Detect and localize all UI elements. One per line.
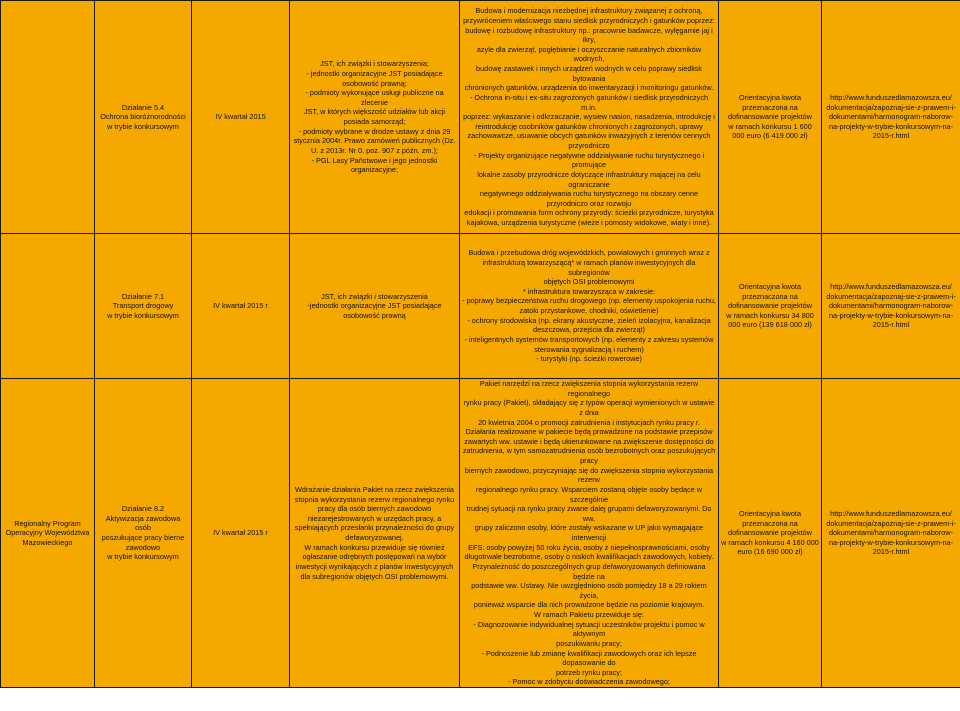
table-row [1, 1, 960, 234]
document-link[interactable]: http://www.funduszedlamazowsza.eu/ dokumentacja/zapoznaj-sie-z-prawem-i- dokumentami/harmonogram-naborow- na-projekty-w-trybie-konkursowym-na- 2015-r.html [826, 508, 956, 557]
quarter-cell: IV kwartał 2015 [192, 1, 290, 234]
amount-cell: Orientacyjna kwota przeznaczona na dofinansowanie projektów w ramach konkursu 1 600 000 euro (6 419 000 zł) [719, 1, 822, 234]
document-link[interactable]: http://www.funduszedlamazowsza.eu/ dokumentacja/zapoznaj-sie-z-prawem-i- dokumentami/harmonogram-naborow- na-projekty-w-trybie-konkursowym-na- 2015-r.html [826, 281, 956, 330]
program-cell [1, 1, 95, 234]
measure-cell: Działanie 5.4 Ochrona bioróżnorodności w trybie konkursowym [95, 1, 192, 234]
program-cell [1, 234, 95, 379]
beneficiaries-cell: Wdrażanie działania Pakiet na rzecz zwiększenia stopnia wykorzystania rezerw regionalnego rynku pracy dla osób biernych zawodowo niezarejestrowanych w urzędach pracy, a spełniających przesłanki przynależności do grupy defaworyzowanej. W ramach konkursu przewiduje się również ogłaszanie odrębnych postępowań na wybór inwestycji wynikających z planów inwestycyjnych dla subregionów objętych OSI problemowymi. [290, 379, 460, 688]
quarter-cell: IV kwartał 2015 r [192, 379, 290, 688]
table-row [1, 379, 960, 688]
document-link[interactable]: http://www.funduszedlamazowsza.eu/ dokumentacja/zapoznaj-sie-z-prawem-i- dokumentami/harmonogram-naborow- na-projekty-w-trybie-konkursowym-na- 2015-r.html [826, 92, 956, 141]
link-cell[interactable] [822, 1, 960, 234]
description-cell: Pakiet narzędzi na rzecz zwiększenia stopnia wykorzystania rezerw regionalnego rynku pracy (Pakiet), składający się z typów operacji wymienionych w ustawie z dnia 20 kwietnia 2004 o promocji zatrudnienia i instytucjach rynku pracy r. Działania realizowane w pakiecie będą prowadzone na podstawie przepisów zawartych ww. ustawie i będą ukierunkowane na zwiększenie dostępności do zatrudnienia, w tym samozatrudnienia osób bezrobotnych oraz poszukujących pracy biernych zawodowo, przyczyniając się do zwiększenia stopnia wykorzystania rezerw regionalnego rynku pracy. Wsparciem zostaną objęte osoby będące w szczególnie trudnej sytuacji na rynku pracy zwane dalej grupami defaworyzowanymi. Do ww. grupy zaliczono osoby, które zostały wskazane w UP jako wymagające interwencji EFS: osoby powyżej 50 roku życia, osoby z niepełnosprawnościami, osoby długotrwale bezrobotne, osoby o niskich kwalifikacjach zawodowych, kobiety. Przynależność do poszczególnych grup defaworyzowanych definiowana będzie na podstawie ww. Ustawy. Nie uwzględniono osób pomiędzy 18 a 29 rokiem życia, ponieważ wsparcie dla nich prowadzone będzie na poziomie krajowym. W ramach Pakietu przewiduje się: - Diagnozowanie indywidualnej sytuacji uczestników projektu i pomoc w aktywnym poszukiwaniu pracy; - Podnoszenie lub zmianę kwalifikacji zawodowych oraz ich lepsze dopasowanie do potrzeb rynku pracy; - Pomoc w zdobyciu doświadczenia zawodowego; [460, 379, 719, 688]
program-cell: Regionalny Program Operacyjny Województwa Mazowieckiego [1, 379, 95, 688]
table-row [1, 234, 960, 379]
link-cell[interactable] [822, 234, 960, 379]
amount-cell: Orientacyjna kwota przeznaczona na dofinansowanie projektów w ramach konkursu 34 800 000 euro (139 618 000 zł) [719, 234, 822, 379]
measure-cell: Działanie 8.2 Aktywizacja zawodowa osób poszukujące pracy bierne zawodowo w trybie konkursowym [95, 379, 192, 688]
description-cell: Budowa i modernizacja niezbędnej infrastruktury związanej z ochroną, przywróceniem właściwego stanu siedlisk przyrodniczych i gatunków poprzez: budowę i rozbudowę infrastruktury np.: pracownie badawcze, wylęgarnie jaj i ikry, azyle dla zwierząt, pogłębianie i oczyszczanie naturalnych zbiorników wodnych, budowę zastawek i innych urządzeń wodnych w celu poprawy siedlisk bytowania chronionych gatunków, urządzenia do inwentaryzacji i monitoringu gatunków. - Ochrona in-situ i ex-situ zagrożonych gatunków i siedlisk przyrodniczych m.in. poprzez: wykaszanie i odkrzaczanie, wysiew nasion, nasadzenia, introdukcję i reintrodukcję osobników gatunków chronionych i zagrożonych, uprawy zachowawcze, usuwanie obcych gatunków inwazyjnych z terenów cennych przyrodniczo - Projekty organizujące negatywne oddziaływanie ruchu turystycznego i promujące lokalne zasoby przyrodnicze dotyczące infrastruktury mającej na celu ograniczanie negatywnego oddziaływania ruchu turystycznego na obszary cenne przyrodniczo oraz rozwoju edukacji i promowania form ochrony przyrody: ścieżki przyrodnicze, turystyka kajakowa, urządzenia turystyczne (wieże i pomosty widokowe, wiaty i inne). [460, 1, 719, 234]
beneficiaries-cell: JST, ich związki i stowarzyszenia -jednostki organizacyjne JST posiadające osobowość prawną [290, 234, 460, 379]
measure-cell: Działanie 7.1 Transport drogowy w trybie konkursowym [95, 234, 192, 379]
description-cell: Budowa i przebudowa dróg wojewódzkich, powiatowych i gminnych wraz z infrastrukturą towarzyszącą* w ramach planów inwestycyjnych dla subregionów objętych OSI problemowymi * infrastruktura towarzysząca w zakresie: - poprawy bezpieczeństwa ruchu drogowego (np. elementy uspokojenia ruchu, zatoki przystankowe, chodniki, oświetlenie) - ochrony środowiska (np. ekrany akustyczne, zieleń izolacyjna, kanalizacja deszczowa, przejścia dla zwierząt) - inteligentnych systemów transportowych (np. elementy z zakresu systemów sterowania sygnalizacją i ruchem) - turystyki (np. ścieżki rowerowe) [460, 234, 719, 379]
quarter-cell: IV kwartał 2015 r [192, 234, 290, 379]
link-cell[interactable] [822, 379, 960, 688]
amount-cell: Orientacyjna kwota przeznaczona na dofinansowanie projektów w ramach konkursu 4 160 000 euro (16 690 000 zł) [719, 379, 822, 688]
beneficiaries-cell: JST, ich związki i stowarzyszenia; - jednostki organizacyjne JST posiadające osobowość prawną; - podmioty wykonujące usługi publiczne na zlecenie JST, w których większość udziałów lub akcji posiada samorząd; - podmioty wybrane w drodze ustawy z dnia 29 stycznia 2004r. Prawo zamówień publicznych (Dz. U. z 2013r. Nr 0, poz. 907 z późn. zm.); - PGL Lasy Państwowe i jego jednostki organizacyjne; [290, 1, 460, 234]
